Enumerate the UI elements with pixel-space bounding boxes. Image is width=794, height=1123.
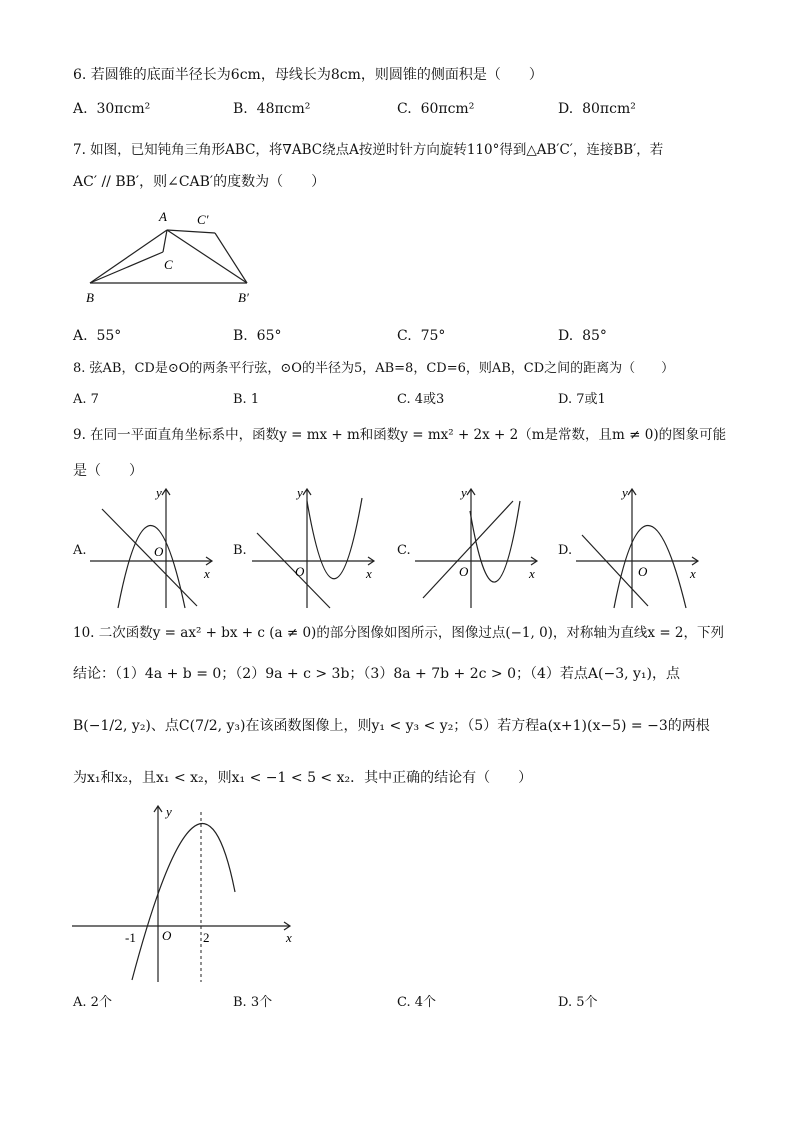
q10-option-b[interactable]: B. 3个 xyxy=(233,995,273,1010)
q10-line4: 为x₁和x₂，且x₁ < x₂，则x₁ < −1 < 5 < x₂．其中正确的结论有（ ） xyxy=(73,770,533,786)
q8-option-c-text: 4或3 xyxy=(414,392,445,407)
q8-option-b[interactable]: B. 1 xyxy=(233,392,260,407)
q9-b-y-label: y xyxy=(297,485,303,500)
q6-option-a[interactable]: A. 30πcm² xyxy=(73,101,151,117)
q10-option-c[interactable]: C. 4个 xyxy=(397,995,437,1010)
q6-option-c-text: 60πcm² xyxy=(420,101,475,117)
q10-y-label: y xyxy=(166,804,172,819)
q7-option-a-text: 55° xyxy=(96,328,122,344)
q7-label-c: C xyxy=(164,257,173,272)
q6-option-d[interactable]: D. 80πcm² xyxy=(558,101,636,117)
q7-label-b-prime: B′ xyxy=(238,290,249,305)
q10-option-a[interactable]: A. 2个 xyxy=(73,995,112,1010)
q8-option-b-text: 1 xyxy=(250,392,260,407)
q9-a-x-label: x xyxy=(204,566,210,581)
q9-c-x-label: x xyxy=(529,566,535,581)
q8-option-d[interactable]: D. 7或1 xyxy=(558,392,606,407)
q7-stem-line2: AC′ // BB′，则∠CAB′的度数为（ ） xyxy=(73,174,326,190)
q7-label-c-prime: C′ xyxy=(197,212,209,227)
q7-option-c-text: 75° xyxy=(420,328,446,344)
q9-d-y-label: y xyxy=(622,485,628,500)
q10-line1: 10. 二次函数y = ax² + bx + c (a ≠ 0)的部分图像如图所示，图像过点(−1, 0)，对称轴为直线x = 2，下列 xyxy=(73,625,725,641)
q8-stem: 8. 弦AB，CD是⊙O的两条平行弦，⊙O的半径为5，AB=8，CD=6，则AB，CD之间的距离为（ ） xyxy=(73,361,675,376)
q10-two-label: 2 xyxy=(203,930,210,945)
q7-label-a: A xyxy=(159,209,167,224)
q10-parabola-figure xyxy=(70,800,300,985)
q7-option-a[interactable]: A. 55° xyxy=(73,328,122,344)
q9-option-c[interactable]: C. xyxy=(397,543,411,558)
q7-option-c[interactable]: C. 75° xyxy=(397,328,446,344)
q10-neg-one-label: -1 xyxy=(125,930,136,945)
q10-origin-label: O xyxy=(162,928,172,943)
q6-option-b[interactable]: B. 48πcm² xyxy=(233,101,311,117)
q10-x-label: x xyxy=(286,930,292,945)
q10-line3: B(−1/2, y₂)、点C(7/2, y₃)在该函数图像上，则y₁ < y₃ < y₂；（5）若方程a(x+1)(x−5) = −3的两根 xyxy=(73,718,710,734)
q7-label-b: B xyxy=(86,290,94,305)
q9-b-x-label: x xyxy=(366,566,372,581)
q9-a-origin-label: O xyxy=(154,544,164,559)
q10-line2: 结论：（1）4a + b = 0；（2）9a + c > 3b；（3）8a + 7b + 2c > 0；（4）若点A(−3, y₁)，点 xyxy=(73,666,681,682)
q7-stem-line1: 7. 如图，已知钝角三角形ABC，将∇ABC绕点A按逆时针方向旋转110°得到△AB′C′，连接BB′，若 xyxy=(73,142,664,158)
q7-option-d[interactable]: D. 85° xyxy=(558,328,607,344)
q7-option-d-text: 85° xyxy=(582,328,607,344)
q9-option-b[interactable]: B. xyxy=(233,543,247,558)
q7-triangle-figure xyxy=(80,205,270,310)
q9-graph-b xyxy=(252,483,382,613)
q9-d-origin-label: O xyxy=(638,564,648,579)
q9-graph-d xyxy=(576,483,706,613)
q9-option-a[interactable]: A. xyxy=(73,543,87,558)
q7-option-b[interactable]: B. 65° xyxy=(233,328,282,344)
q9-b-origin-label: O xyxy=(295,564,305,579)
q6-option-c[interactable]: C. 60πcm² xyxy=(397,101,475,117)
q7-option-b-text: 65° xyxy=(256,328,282,344)
q10-option-d[interactable]: D. 5个 xyxy=(558,995,598,1010)
q9-c-origin-label: O xyxy=(459,564,469,579)
q9-option-d[interactable]: D. xyxy=(558,543,573,558)
q6-option-d-text: 80πcm² xyxy=(582,101,636,117)
q6-stem: 6. 若圆锥的底面半径长为6cm，母线长为8cm，则圆锥的侧面积是（ ） xyxy=(73,67,543,83)
q9-d-x-label: x xyxy=(690,566,696,581)
q9-stem-line2: 是（ ） xyxy=(73,463,143,479)
q10-option-c-text: 4个 xyxy=(414,995,437,1010)
q9-stem-line1: 9. 在同一平面直角坐标系中，函数y = mx + m和函数y = mx² + 2x + 2（m是常数，且m ≠ 0)的图象可能 xyxy=(73,427,727,443)
q8-option-a[interactable]: A. 7 xyxy=(73,392,99,407)
q9-c-y-label: y xyxy=(461,485,467,500)
q10-option-a-text: 2个 xyxy=(90,995,112,1010)
q10-option-b-text: 3个 xyxy=(250,995,273,1010)
q8-option-a-text: 7 xyxy=(90,392,99,407)
q6-option-a-text: 30πcm² xyxy=(96,101,151,117)
q8-option-d-text: 7或1 xyxy=(576,392,606,407)
q10-option-d-text: 5个 xyxy=(576,995,598,1010)
q9-a-y-label: y xyxy=(156,485,162,500)
q9-graph-a xyxy=(90,483,220,613)
q6-option-b-text: 48πcm² xyxy=(256,101,311,117)
q9-graph-c xyxy=(415,483,545,613)
q8-option-c[interactable]: C. 4或3 xyxy=(397,392,445,407)
